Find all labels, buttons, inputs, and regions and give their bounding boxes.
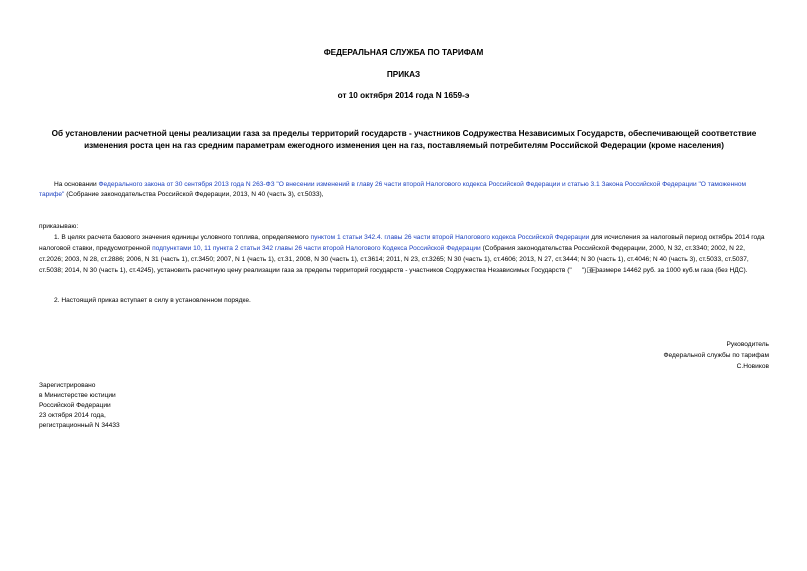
federal-law-link[interactable]: Федерального закона от 30 сентября 2013 года N 263-ФЗ "О внесении изменений в главу 26 части второй Налогового кодекса Российской Федерации и статью 3.1 Закона Российской Федерации "О таможенном тарифе" <box>39 181 747 199</box>
registration-line-5: регистрационный N 34433 <box>39 422 120 429</box>
item-2-paragraph: 2. Настоящий приказ вступает в силу в установленном порядке. <box>54 297 251 304</box>
item-1-mid1: для исчисления за налоговый период октябрь 2014 года налоговой ставки, предусмотренной <box>39 234 765 252</box>
item-1-prefix: 1. В целях расчета базового значения единицы условного топлива, определяемого <box>54 234 311 241</box>
registration-line-1: Зарегистрировано <box>39 382 96 389</box>
registration-line-2: в Министерстве юстиции <box>39 392 116 399</box>
formula-glyph-icon <box>587 267 597 273</box>
preamble-suffix: (Собрание законодательства Российской Федерации, 2013, N 40 (часть 3), ст.5033), <box>64 191 324 199</box>
document-type: ПРИКАЗ <box>386 70 421 79</box>
item-1-suffix: "), в размере 14462 руб. за 1000 куб.м газа (без НДС). <box>581 267 748 274</box>
signature-title: Руководитель <box>726 341 769 348</box>
formula-image-icon <box>572 266 582 272</box>
item-1-paragraph <box>39 232 769 276</box>
registration-line-3: Российской Федерации <box>39 402 111 409</box>
tax-code-342-link[interactable]: подпунктами 10, 11 пункта 2 статьи 342 главы 26 части второй Налогового Кодекса Российской Федерации <box>152 245 481 252</box>
document-date-number: от 10 октября 2014 года N 1659-э <box>337 91 470 100</box>
document-title: Об установлении расчетной цены реализации газа за пределы территорий государств - участников Содружества Независимых Государств, обеспечивающей соответствие изменения роста цен на газ средним параметрам ежегодного изменения цен на газ, поставляемый потребителям Российской Федерации (кроме населения) <box>51 129 757 150</box>
tax-code-342-4-link[interactable]: пунктом 1 статьи 342.4. главы 26 части второй Налогового кодекса Российской Федерации <box>310 234 590 241</box>
item-1-mid2: (Собрания законодательства Российской Федерации, 2000, N 32, ст.3340; 2002, N 22, ст.2026; 2003, N 28, ст.2886; 2006, N 31 (часть 1), ст.3450; 2007, N 1 (часть 1), ст.31, 2008, N 30 (часть 1), ст.3614; 2011, N 23, ст.3265; N 30 (часть 1), ст.4606; 2013, N 27, ст.3444; N 30 (часть 1), ст.4046; N 40 (часть 3), ст.5033, ст.5037, ст.5038; 2014, N 30 (часть 1), ст.4245), установить расчетную цену реализации газа за пределы территорий государств - участников Содружества Независимых Государств (" <box>39 245 749 274</box>
signature-organization: Федеральной службы по тарифам <box>663 352 769 359</box>
preamble-paragraph <box>39 180 769 201</box>
order-word: приказываю: <box>39 223 79 230</box>
preamble-prefix: На основании <box>54 181 99 188</box>
signature-name: С.Новиков <box>736 363 769 370</box>
registration-line-4: 23 октября 2014 года, <box>39 412 106 419</box>
agency-name: ФЕДЕРАЛЬНАЯ СЛУЖБА ПО ТАРИФАМ <box>323 48 484 57</box>
